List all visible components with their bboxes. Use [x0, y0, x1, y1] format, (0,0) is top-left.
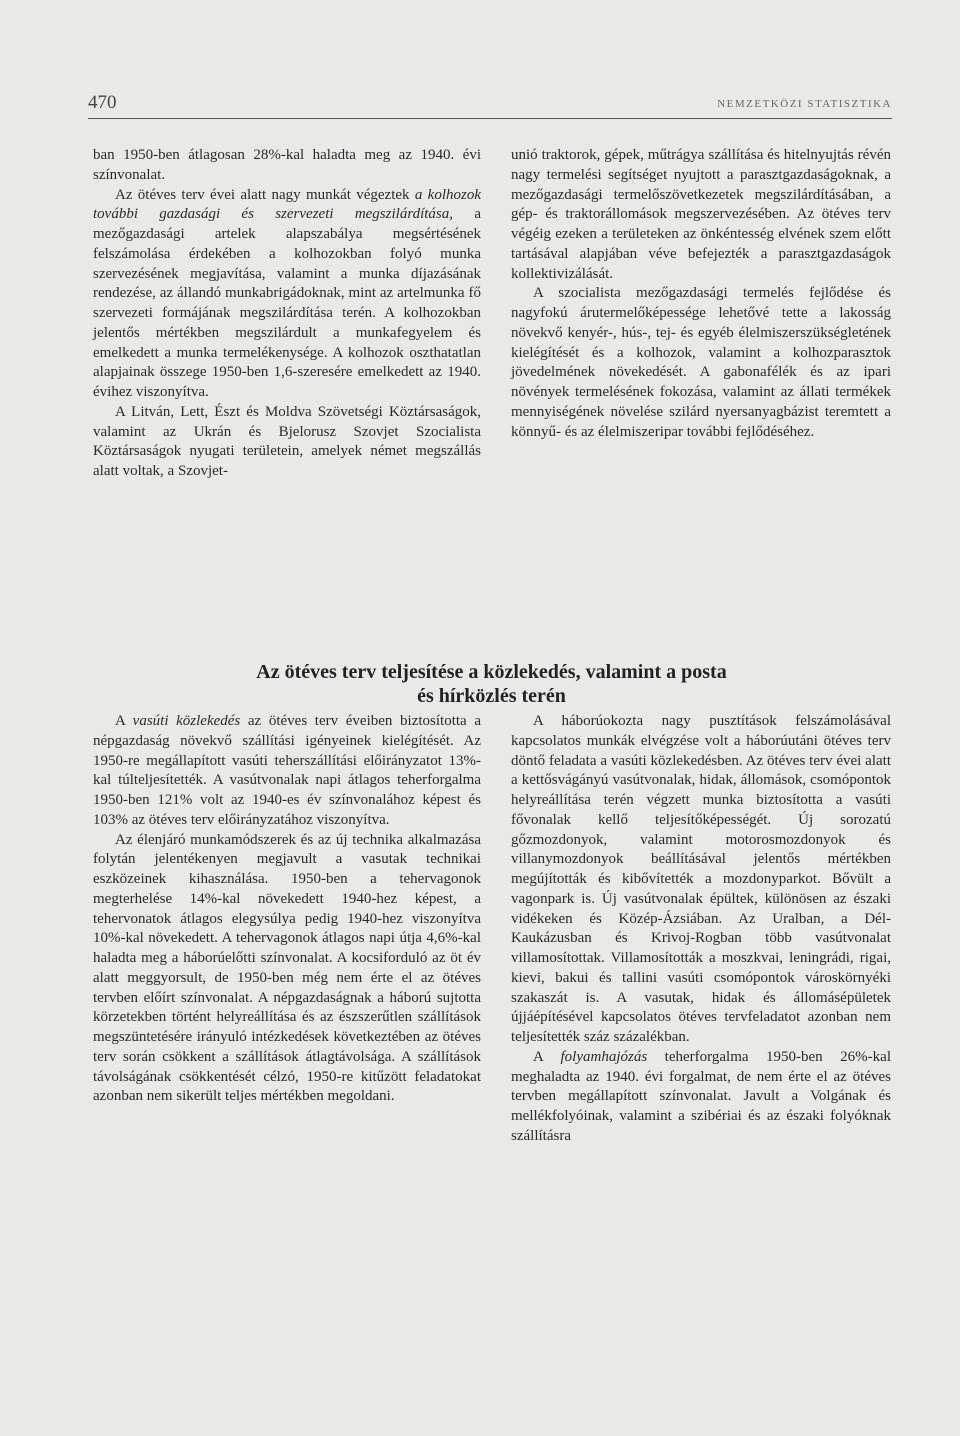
journal-title: NEMZETKÖZI STATISZTIKA — [717, 98, 892, 110]
paragraph — [511, 712, 891, 1048]
bottom-left-column — [93, 712, 481, 1107]
text-run: az ötéves terv éveiben biztosította a népgazdaság növekvő szállítási igényeinek kielégítését. Az 1950-re megállapított vasúti teherszállítási előirányzatot 13%-kal túlteljesítették. A vasútvonalak napi átlagos teherforgalma 1950-ben 121% volt az 1940-es év színvonalához képest és 103% az ötéves terv előirányzatához viszonyítva. — [93, 713, 481, 828]
italic-text: folyamhajózás — [560, 1048, 648, 1065]
text-run: A háborúokozta nagy pusztítások felszámolásával kapcsolatos munkák elvégzése volt a háborúutáni ötéves terv döntő feladata a vasúti közlekedésben. Az ötéves terv évei alatt a kettősvágányú vasútvonalak, hidak, állomások, csomópontok helyreállítása terén végzett munka biztosította a vasúti fővonalak kellő teljesítőképességét. Új sorozatú gőzmozdonyok, valamint motorosmozdonyok és villanymozdonyok beállításával jelentős mértékben megújították és kibővítették a mozdonyparkot. Bővült a vagonpark is. Új vasútvonalak épültek, különösen az északi vidékeken és Közép-Ázsiában. Az Uralban, a Dél-Kaukázusban és Krivoj-Rogban több vasútvonalat villamosítottak. Villamosították a moszkvai, leningrádi, rigai, kievi, bakui és tallini vasúti csomópontok városkörnyéki szakaszát is. A vasutak, hidak és állomásépületek újjáépítésével kapcsolatos ötéves tervfeladatot azonban nem teljesítették száz százalékban. — [511, 713, 891, 1045]
paragraph — [511, 1048, 891, 1147]
paragraph — [511, 146, 891, 284]
text-run: unió traktorok, gépek, műtrágya szállítása és hitelnyujtás révén nagy termelési segítséget nyujtott a parasztgazdaságoknak, a mezőgazdasági termelőszövetkezetek megszilárdításában, a gép- és traktorállomások megszervezésében. Az ötéves terv végéig ezeken a területeken az önkéntesség elvének szem előtt tartásával alapjában véve befejezték a parasztgazdaságok kollektivizálását. — [511, 147, 891, 282]
paragraph — [93, 146, 481, 186]
text-run: Az ötéves terv évei alatt nagy munkát végeztek — [115, 186, 415, 203]
paragraph — [511, 284, 891, 442]
italic-text: vasúti közlekedés — [132, 713, 241, 729]
text-run: Az élenjáró munkamódszerek és az új technika alkalmazása folytán jelentékenyen megjavult a vasutak technikai eszközeinek kihasználása. 1950-ben a tehervagonok megterhelése 14%-kal növekedett 1940-hez képest, a tehervonatok átlagos elegysúlya pedig 1940-hez viszonyítva 10%-kal növekedett. A tehervagonok átlagos napi útja 4,6%-kal haladta meg a háborúelőtti színvonalat. A kocsiforduló az öt év alatt meggyorsult, de 1950-ben még nem érte el az ötéves tervben előírt színvonalat. A népgazdaságnak a háború sujtotta körzetekben történt helyreállítása és az észszerűtlen szállítások megszüntetésére irányuló intézkedések következtében az ötéves terv során csökkent a szállítások átlagtávolsága. A szállítások távolságának csökkentését célzó, 1950-re kitűzött feladatokat azonban nem sikerült teljes mértékben megoldani. — [93, 831, 481, 1105]
page-header — [88, 92, 892, 119]
section-title-line-2: és hírközlés terén — [417, 685, 566, 707]
page-number: 470 — [88, 92, 117, 113]
text-run: A — [115, 713, 133, 729]
paragraph — [93, 831, 481, 1108]
bottom-right-column — [511, 712, 891, 1147]
section-title-line-1: Az ötéves terv teljesítése a közlekedés, valamint a posta — [256, 661, 727, 683]
text-run: , a mezőgazdasági artelek alapszabálya megsértésének felszámolása érdekében a kolhozokban folyó munka szervezésének megjavítása, valamint a munka díjazásának rendezése, az állandó munkabrigádoknak, mint az artelmunka fő szervezeti formájának megszilárdítása terén. A kolhozokban jelentős mértékben megszilárdult a munkafegyelem és emelkedett a munka termelékenysége. A kolhozok oszthatatlan alapjainak összege 1950-ben 1,6-szeresére emelkedett az 1940. évihez viszonyítva. — [93, 206, 481, 400]
text-run: A szocialista mezőgazdasági termelés fejlődése és nagyfokú árutermelőképessége lehetővé tette a lakosság növekvő kenyér-, hús-, tej- és egyéb élelmiszerszükségletének kielégítését és a kolhozok, valamint a kolhozparasztok jövedelmének növekedését. A gabonafélék és az ipari növények termelésének fokozása, valamint az állati termékek mennyiségének növelése szilárd nyersanyagbázist teremtett a könnyű- és az élelmiszeripar további fejlődéséhez. — [511, 285, 891, 440]
italic-text: a kolhozok további gazdasági és szervezeti megszilárdítása — [93, 186, 481, 223]
paragraph — [93, 712, 481, 831]
text-run: ban 1950-ben átlagosan 28%-kal haladta meg az 1940. évi színvonalat. — [93, 147, 481, 183]
text-run: A Litván, Lett, Észt és Moldva Szövetségi Köztársaságok, valamint az Ukrán és Bjelorusz Szovjet Szocialista Köztársaságok nyugati területein, amelyek német megszállás alatt voltak, a Szovjet- — [93, 403, 481, 479]
top-right-column — [511, 146, 891, 442]
paragraph — [93, 403, 481, 482]
section-title — [93, 660, 890, 708]
text-run: A — [533, 1048, 561, 1065]
paragraph — [93, 186, 481, 403]
top-left-column — [93, 146, 481, 482]
text-run: teherforgalma 1950-ben 26%-kal meghaladta az 1940. évi forgalmat, de nem érte el az ötéves tervben megállapított színvonalat. Javult a Volgának és mellékfolyóinak, valamint a szibériai és az északi folyóknak szállításra — [511, 1048, 891, 1144]
